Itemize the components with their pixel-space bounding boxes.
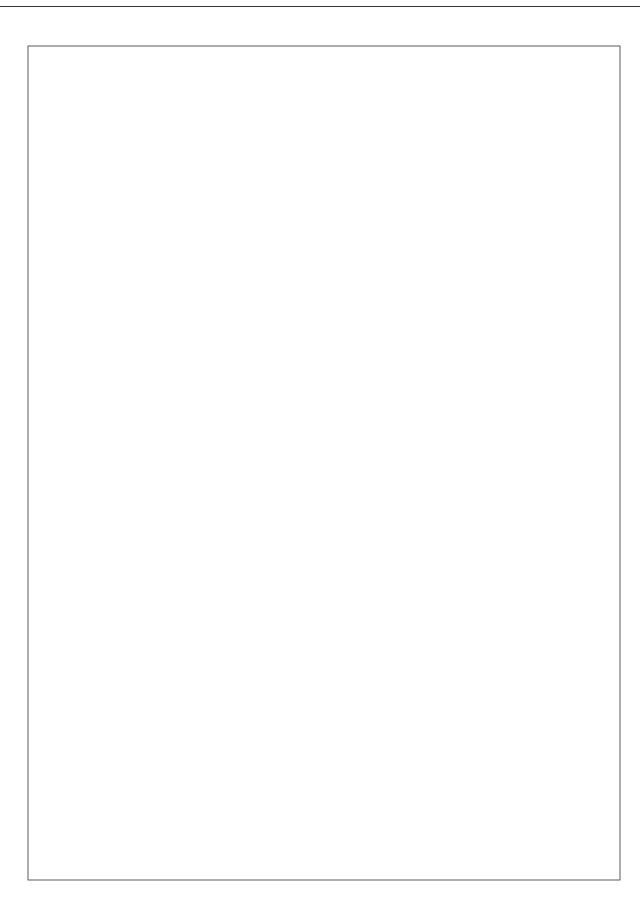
table-frame	[28, 46, 620, 880]
